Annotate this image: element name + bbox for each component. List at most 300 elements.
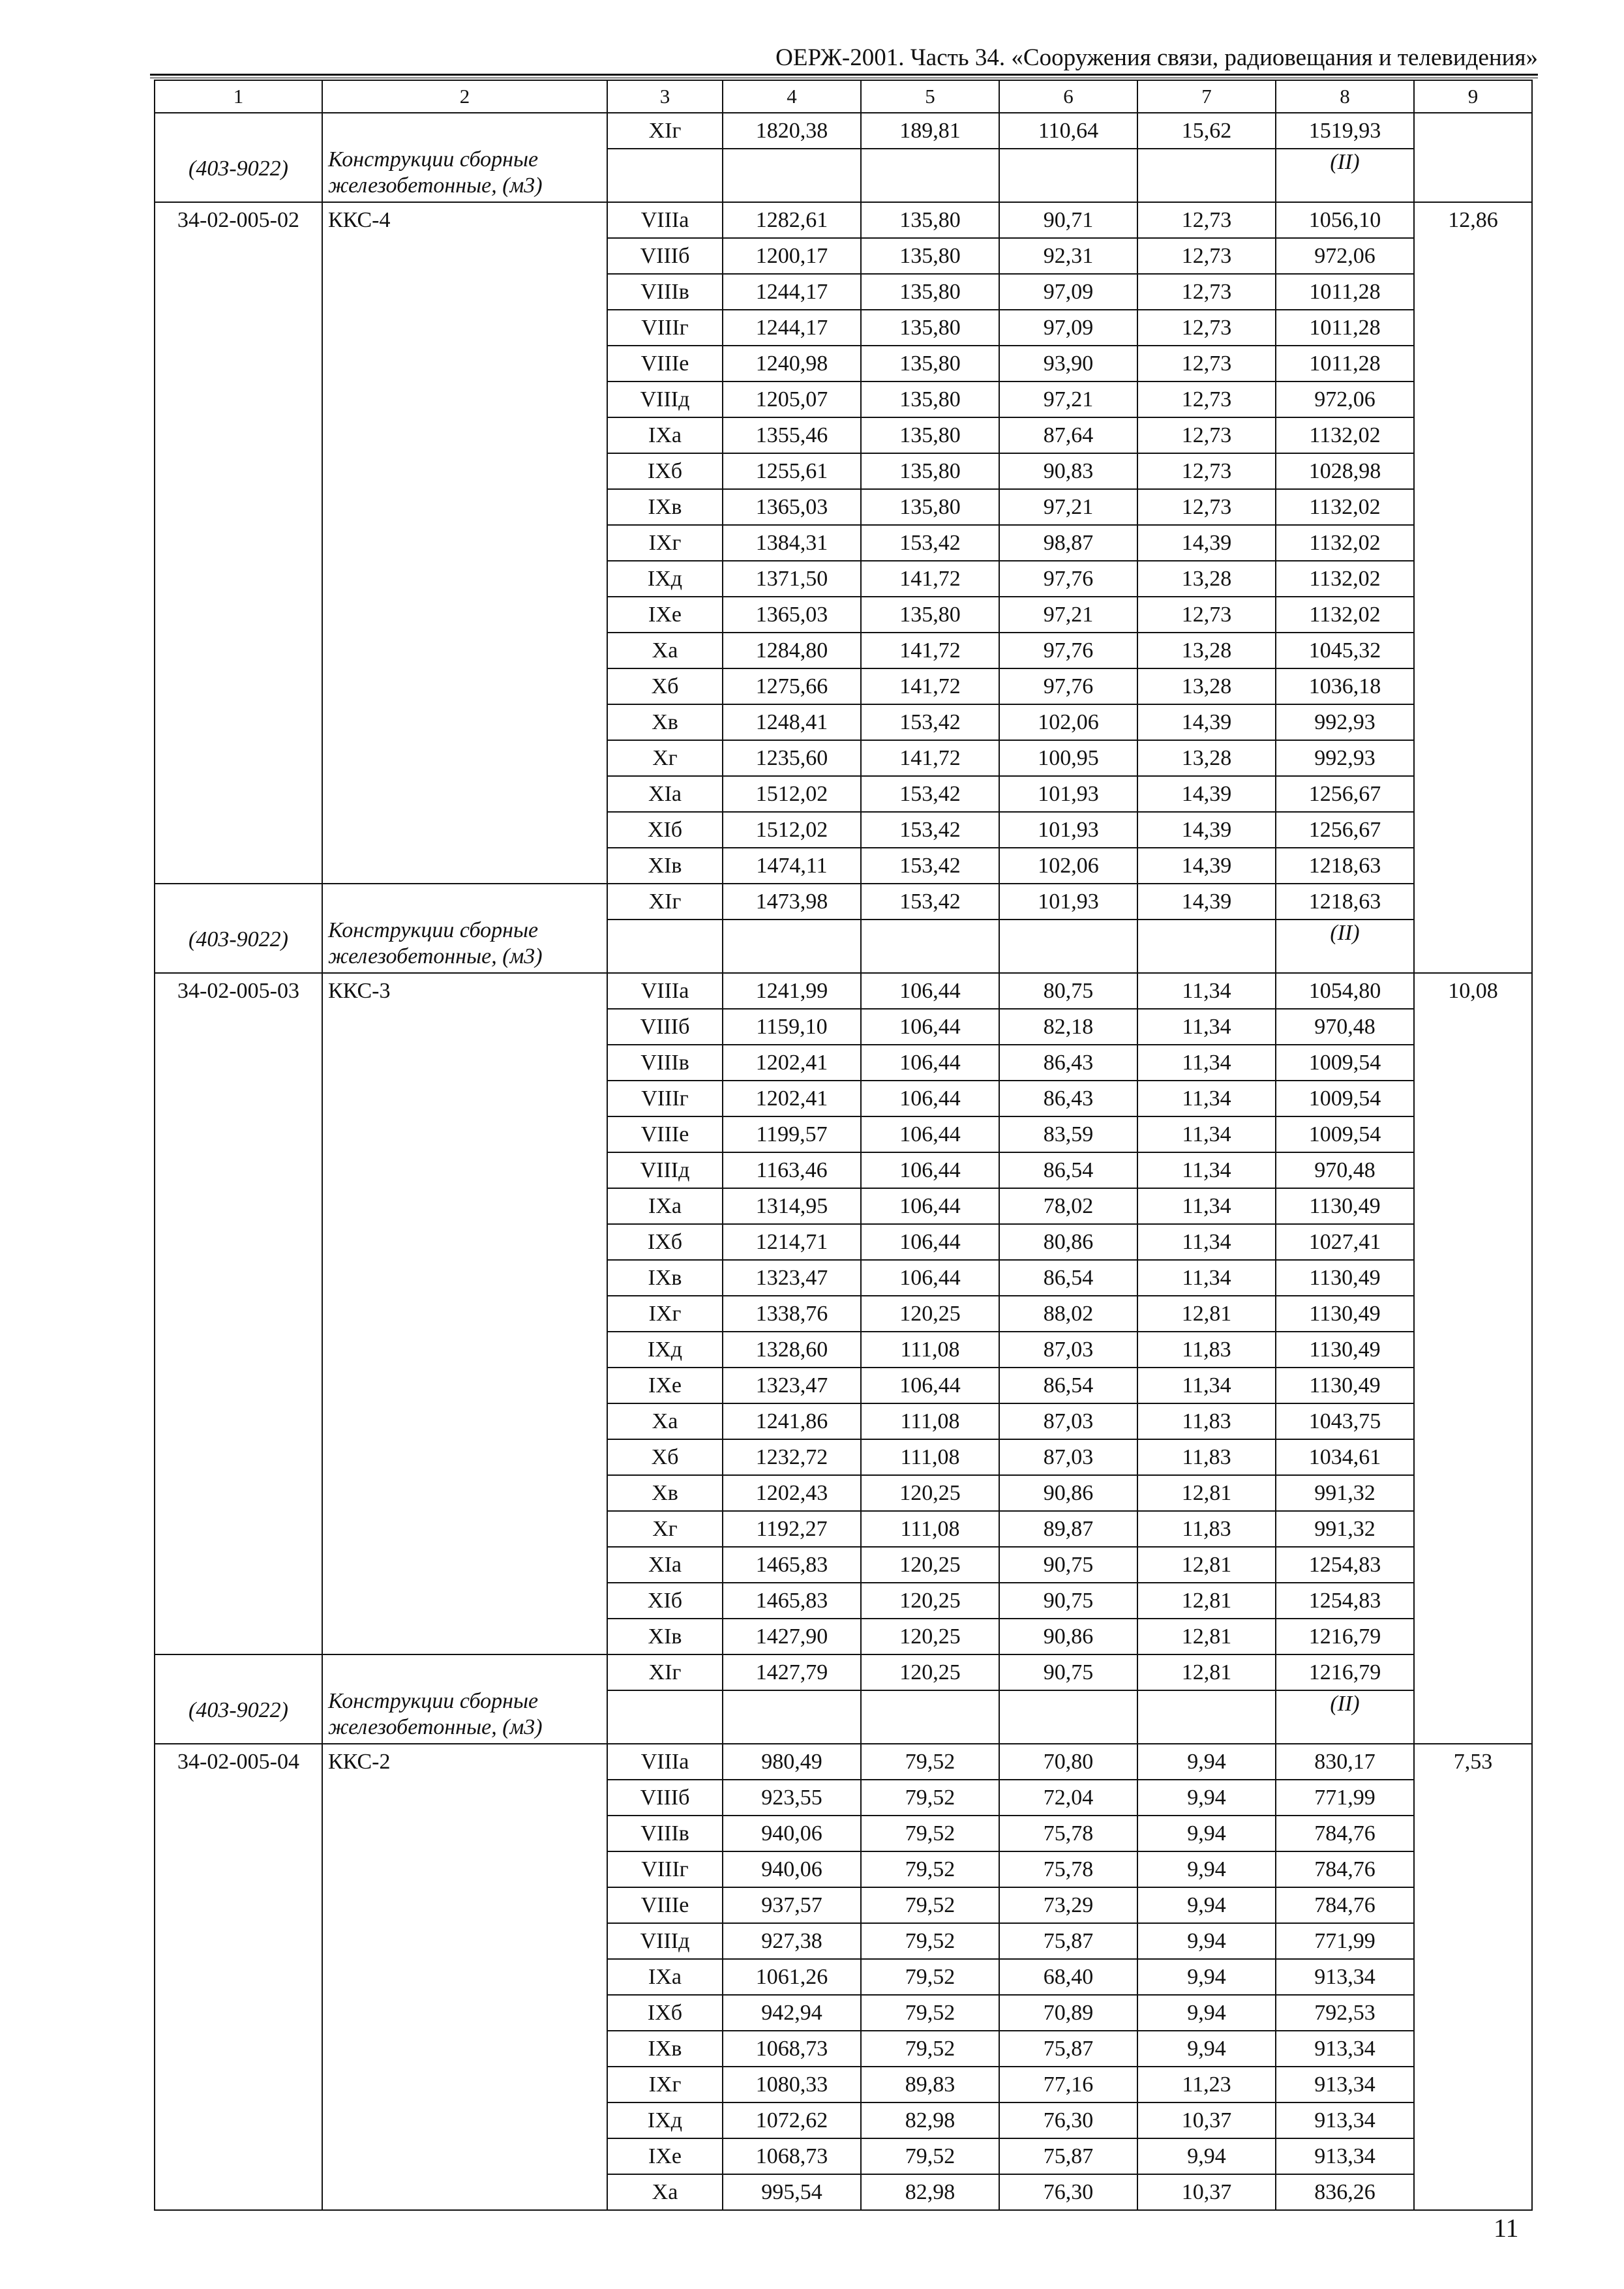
machines-cell: 87,03	[999, 1332, 1137, 1368]
wages-cell: 106,44	[861, 1152, 999, 1188]
direct-cost-cell: 1365,03	[723, 597, 861, 633]
zone-cell: XIг	[607, 113, 723, 149]
machines-cell: 77,16	[999, 2067, 1137, 2102]
direct-cost-cell: 1248,41	[723, 704, 861, 740]
blank-cell	[723, 1690, 861, 1744]
machines-cell: 90,86	[999, 1619, 1137, 1654]
wages-cell: 135,80	[861, 238, 999, 274]
machines-cell: 93,90	[999, 346, 1137, 382]
footnote-code: (403-9022)	[188, 1698, 288, 1722]
direct-cost-cell: 1282,61	[723, 202, 861, 238]
column-header-4: 4	[723, 80, 861, 113]
wages-cell: 135,80	[861, 597, 999, 633]
wages-cell: 153,42	[861, 776, 999, 812]
direct-cost-cell: 1244,17	[723, 310, 861, 346]
direct-cost-cell: 937,57	[723, 1887, 861, 1923]
zone-cell: XIб	[607, 1583, 723, 1619]
zone-cell: IXе	[607, 2138, 723, 2174]
zone-cell: IXд	[607, 561, 723, 597]
wages-cell: 141,72	[861, 633, 999, 668]
materials-cell: 1009,54	[1276, 1045, 1414, 1081]
materials-cell: 913,34	[1276, 2138, 1414, 2174]
machinist-wages-cell: 12,73	[1137, 310, 1276, 346]
direct-cost-cell: 1465,83	[723, 1547, 861, 1583]
materials-cell: 913,34	[1276, 2067, 1414, 2102]
machines-cell: 89,87	[999, 1511, 1137, 1547]
machines-cell: 87,64	[999, 417, 1137, 453]
zone-cell: VIIIа	[607, 202, 723, 238]
machines-cell: 78,02	[999, 1188, 1137, 1224]
zone-cell: IXа	[607, 417, 723, 453]
rate-name-cell: ККС-4	[322, 202, 607, 884]
wages-cell: 189,81	[861, 113, 999, 149]
materials-cell: 991,32	[1276, 1475, 1414, 1511]
footnote-text-cell	[322, 884, 607, 973]
wages-cell: 141,72	[861, 668, 999, 704]
wages-cell: 111,08	[861, 1439, 999, 1475]
materials-cell: 771,99	[1276, 1780, 1414, 1816]
materials-cell: 1056,10	[1276, 202, 1414, 238]
zone-cell: VIIIе	[607, 346, 723, 382]
footnote-code-cell	[155, 1654, 322, 1744]
direct-cost-cell: 1159,10	[723, 1009, 861, 1045]
footnote-code-cell	[155, 884, 322, 973]
machinist-wages-cell: 15,62	[1137, 113, 1276, 149]
machinist-wages-cell: 11,34	[1137, 1260, 1276, 1296]
machines-cell: 86,54	[999, 1260, 1137, 1296]
machines-cell: 110,64	[999, 113, 1137, 149]
wages-cell: 153,42	[861, 884, 999, 920]
direct-cost-cell: 1323,47	[723, 1260, 861, 1296]
column-header-2: 2	[322, 80, 607, 113]
machinist-wages-cell: 11,34	[1137, 1368, 1276, 1403]
materials-cell: 771,99	[1276, 1923, 1414, 1959]
machinist-wages-cell: 12,81	[1137, 1583, 1276, 1619]
machines-cell: 88,02	[999, 1296, 1137, 1332]
zone-cell: IXд	[607, 2102, 723, 2138]
zone-cell: VIIIд	[607, 382, 723, 417]
wages-cell: 79,52	[861, 1816, 999, 1851]
direct-cost-cell: 1241,86	[723, 1403, 861, 1439]
footnote-unit: (II)	[1330, 1692, 1360, 1716]
machines-cell: 76,30	[999, 2174, 1137, 2210]
column-header-8: 8	[1276, 80, 1414, 113]
wages-cell: 79,52	[861, 2138, 999, 2174]
machinist-wages-cell: 11,34	[1137, 1152, 1276, 1188]
zone-cell: IXг	[607, 2067, 723, 2102]
zone-cell: Xв	[607, 704, 723, 740]
materials-cell: 1034,61	[1276, 1439, 1414, 1475]
zone-cell: Xг	[607, 1511, 723, 1547]
materials-cell: 1028,98	[1276, 453, 1414, 489]
materials-cell: 1036,18	[1276, 668, 1414, 704]
machinist-wages-cell: 11,34	[1137, 1188, 1276, 1224]
zone-cell: VIIIе	[607, 1116, 723, 1152]
materials-cell: 1011,28	[1276, 274, 1414, 310]
zone-cell: VIIIб	[607, 1780, 723, 1816]
materials-cell: 1256,67	[1276, 812, 1414, 848]
direct-cost-cell: 1205,07	[723, 382, 861, 417]
zone-cell: Xб	[607, 668, 723, 704]
direct-cost-cell: 1202,43	[723, 1475, 861, 1511]
wages-cell: 120,25	[861, 1654, 999, 1690]
zone-cell: IXб	[607, 1224, 723, 1260]
direct-cost-cell: 1214,71	[723, 1224, 861, 1260]
zone-cell: IXв	[607, 489, 723, 525]
footnote-text-cell	[322, 1654, 607, 1744]
direct-cost-cell: 1199,57	[723, 1116, 861, 1152]
machinist-wages-cell: 9,94	[1137, 1887, 1276, 1923]
machinist-wages-cell: 11,34	[1137, 1224, 1276, 1260]
machinist-wages-cell: 13,28	[1137, 668, 1276, 704]
wages-cell: 141,72	[861, 561, 999, 597]
machinist-wages-cell: 13,28	[1137, 561, 1276, 597]
column-header-7: 7	[1137, 80, 1276, 113]
machinist-wages-cell: 9,94	[1137, 1851, 1276, 1887]
wages-cell: 111,08	[861, 1511, 999, 1547]
machines-cell: 87,03	[999, 1403, 1137, 1439]
direct-cost-cell: 940,06	[723, 1851, 861, 1887]
blank-col9-cell	[1414, 113, 1532, 202]
wages-cell: 153,42	[861, 525, 999, 561]
wages-cell: 79,52	[861, 2031, 999, 2067]
footnote-code: (403-9022)	[188, 157, 288, 181]
direct-cost-cell: 1068,73	[723, 2031, 861, 2067]
wages-cell: 106,44	[861, 1368, 999, 1403]
blank-cell	[999, 920, 1137, 973]
wages-cell: 153,42	[861, 704, 999, 740]
machinist-wages-cell: 13,28	[1137, 740, 1276, 776]
direct-cost-cell: 1202,41	[723, 1081, 861, 1116]
footnote-unit: (II)	[1330, 150, 1360, 174]
machines-cell: 75,78	[999, 1816, 1137, 1851]
machinist-wages-cell: 9,94	[1137, 2138, 1276, 2174]
col9-value-cell: 12,86	[1414, 202, 1532, 973]
blank-cell	[723, 920, 861, 973]
materials-cell: 1130,49	[1276, 1332, 1414, 1368]
footnote-text: Конструкции сборные железобетонные, (м3)	[328, 1689, 543, 1739]
zone-cell: IXг	[607, 525, 723, 561]
machines-cell: 97,21	[999, 489, 1137, 525]
materials-cell: 913,34	[1276, 1959, 1414, 1995]
direct-cost-cell: 1080,33	[723, 2067, 861, 2102]
header-rule	[150, 74, 1538, 76]
wages-cell: 79,52	[861, 1959, 999, 1995]
zone-cell: XIв	[607, 848, 723, 884]
wages-cell: 135,80	[861, 310, 999, 346]
direct-cost-cell: 1427,90	[723, 1619, 861, 1654]
zone-cell: VIIIд	[607, 1152, 723, 1188]
materials-cell: 1519,93	[1276, 113, 1414, 149]
machinist-wages-cell: 14,39	[1137, 776, 1276, 812]
materials-cell: 784,76	[1276, 1816, 1414, 1851]
machinist-wages-cell: 12,81	[1137, 1654, 1276, 1690]
materials-cell: 1132,02	[1276, 489, 1414, 525]
table-row	[155, 113, 1532, 149]
materials-cell: 792,53	[1276, 1995, 1414, 2031]
direct-cost-cell: 1371,50	[723, 561, 861, 597]
footnote-text: Конструкции сборные железобетонные, (м3)	[328, 918, 543, 968]
blank-cell	[607, 920, 723, 973]
materials-cell: 992,93	[1276, 740, 1414, 776]
machinist-wages-cell: 12,73	[1137, 597, 1276, 633]
wages-cell: 135,80	[861, 417, 999, 453]
direct-cost-cell: 1192,27	[723, 1511, 861, 1547]
zone-cell: XIа	[607, 1547, 723, 1583]
materials-cell: 1011,28	[1276, 310, 1414, 346]
machines-cell: 92,31	[999, 238, 1137, 274]
wages-cell: 106,44	[861, 1116, 999, 1152]
machines-cell: 86,43	[999, 1081, 1137, 1116]
direct-cost-cell: 1275,66	[723, 668, 861, 704]
zone-cell: VIIIг	[607, 310, 723, 346]
wages-cell: 120,25	[861, 1583, 999, 1619]
zone-cell: VIIIб	[607, 238, 723, 274]
machinist-wages-cell: 14,39	[1137, 704, 1276, 740]
footnote-text: Конструкции сборные железобетонные, (м3)	[328, 147, 543, 198]
blank-cell	[607, 1690, 723, 1744]
direct-cost-cell: 923,55	[723, 1780, 861, 1816]
machines-cell: 70,89	[999, 1995, 1137, 2031]
wages-cell: 106,44	[861, 1009, 999, 1045]
machinist-wages-cell: 11,23	[1137, 2067, 1276, 2102]
machinist-wages-cell: 9,94	[1137, 1816, 1276, 1851]
zone-cell: VIIIг	[607, 1851, 723, 1887]
zone-cell: IXе	[607, 597, 723, 633]
zone-cell: XIг	[607, 1654, 723, 1690]
machinist-wages-cell: 12,73	[1137, 489, 1276, 525]
wages-cell: 135,80	[861, 202, 999, 238]
blank-cell	[1137, 1690, 1276, 1744]
zone-cell: VIIIе	[607, 1887, 723, 1923]
materials-cell: 1009,54	[1276, 1116, 1414, 1152]
materials-cell: 1043,75	[1276, 1403, 1414, 1439]
direct-cost-cell: 1232,72	[723, 1439, 861, 1475]
materials-cell: 784,76	[1276, 1851, 1414, 1887]
direct-cost-cell: 980,49	[723, 1744, 861, 1780]
machines-cell: 80,75	[999, 973, 1137, 1009]
footnote-unit-cell	[1276, 920, 1414, 973]
machines-cell: 100,95	[999, 740, 1137, 776]
machines-cell: 97,09	[999, 274, 1137, 310]
wages-cell: 89,83	[861, 2067, 999, 2102]
direct-cost-cell: 940,06	[723, 1816, 861, 1851]
direct-cost-cell: 1512,02	[723, 776, 861, 812]
col9-value-cell: 7,53	[1414, 1744, 1532, 2210]
table-row	[155, 202, 1532, 238]
machinist-wages-cell: 9,94	[1137, 1959, 1276, 1995]
machinist-wages-cell: 11,83	[1137, 1403, 1276, 1439]
machines-cell: 87,03	[999, 1439, 1137, 1475]
machinist-wages-cell: 11,34	[1137, 1009, 1276, 1045]
direct-cost-cell: 1384,31	[723, 525, 861, 561]
materials-cell: 1027,41	[1276, 1224, 1414, 1260]
zone-cell: VIIIд	[607, 1923, 723, 1959]
direct-cost-cell: 927,38	[723, 1923, 861, 1959]
materials-cell: 1132,02	[1276, 597, 1414, 633]
blank-cell	[999, 1690, 1137, 1744]
direct-cost-cell: 1355,46	[723, 417, 861, 453]
wages-cell: 106,44	[861, 973, 999, 1009]
materials-cell: 1130,49	[1276, 1188, 1414, 1224]
machinist-wages-cell: 11,83	[1137, 1439, 1276, 1475]
table-row	[155, 884, 1532, 920]
materials-cell: 1054,80	[1276, 973, 1414, 1009]
machinist-wages-cell: 12,81	[1137, 1619, 1276, 1654]
table-row	[155, 1654, 1532, 1690]
machines-cell: 75,78	[999, 1851, 1137, 1887]
rates-table	[154, 80, 1533, 2211]
machines-cell: 90,71	[999, 202, 1137, 238]
zone-cell: Xв	[607, 1475, 723, 1511]
direct-cost-cell: 1235,60	[723, 740, 861, 776]
materials-cell: 1045,32	[1276, 633, 1414, 668]
machines-cell: 98,87	[999, 525, 1137, 561]
materials-cell: 1130,49	[1276, 1368, 1414, 1403]
machinist-wages-cell: 9,94	[1137, 1744, 1276, 1780]
machines-cell: 83,59	[999, 1116, 1137, 1152]
materials-cell: 1132,02	[1276, 561, 1414, 597]
page-header-title: ОЕРЖ-2001. Часть 34. «Сооружения связи, радиовещания и телевидения»	[775, 44, 1538, 71]
zone-cell: Xа	[607, 2174, 723, 2210]
direct-cost-cell: 1202,41	[723, 1045, 861, 1081]
machinist-wages-cell: 12,73	[1137, 382, 1276, 417]
machinist-wages-cell: 13,28	[1137, 633, 1276, 668]
zone-cell: VIIIг	[607, 1081, 723, 1116]
table-row	[155, 973, 1532, 1009]
machinist-wages-cell: 9,94	[1137, 1780, 1276, 1816]
materials-cell: 991,32	[1276, 1511, 1414, 1547]
machinist-wages-cell: 12,73	[1137, 274, 1276, 310]
zone-cell: XIа	[607, 776, 723, 812]
table-row	[155, 1744, 1532, 1780]
wages-cell: 79,52	[861, 1995, 999, 2031]
wages-cell: 153,42	[861, 812, 999, 848]
wages-cell: 120,25	[861, 1296, 999, 1332]
machinist-wages-cell: 10,37	[1137, 2102, 1276, 2138]
machinist-wages-cell: 14,39	[1137, 812, 1276, 848]
column-header-5: 5	[861, 80, 999, 113]
direct-cost-cell: 1061,26	[723, 1959, 861, 1995]
machinist-wages-cell: 11,83	[1137, 1332, 1276, 1368]
machinist-wages-cell: 12,73	[1137, 202, 1276, 238]
page-number: 11	[1494, 2213, 1519, 2243]
col9-value-cell: 10,08	[1414, 973, 1532, 1744]
machinist-wages-cell: 12,73	[1137, 346, 1276, 382]
machinist-wages-cell: 9,94	[1137, 1995, 1276, 2031]
direct-cost-cell: 1244,17	[723, 274, 861, 310]
materials-cell: 784,76	[1276, 1887, 1414, 1923]
machinist-wages-cell: 11,34	[1137, 1116, 1276, 1152]
wages-cell: 79,52	[861, 1851, 999, 1887]
wages-cell: 111,08	[861, 1332, 999, 1368]
machines-cell: 90,75	[999, 1583, 1137, 1619]
machinist-wages-cell: 12,73	[1137, 453, 1276, 489]
footnote-code: (403-9022)	[188, 927, 288, 951]
materials-cell: 1130,49	[1276, 1296, 1414, 1332]
direct-cost-cell: 1328,60	[723, 1332, 861, 1368]
zone-cell: VIIIб	[607, 1009, 723, 1045]
direct-cost-cell: 1473,98	[723, 884, 861, 920]
zone-cell: IXб	[607, 1995, 723, 2031]
wages-cell: 106,44	[861, 1081, 999, 1116]
machinist-wages-cell: 12,73	[1137, 417, 1276, 453]
direct-cost-cell: 1365,03	[723, 489, 861, 525]
wages-cell: 82,98	[861, 2174, 999, 2210]
machines-cell: 97,76	[999, 633, 1137, 668]
zone-cell: IXд	[607, 1332, 723, 1368]
materials-cell: 1011,28	[1276, 346, 1414, 382]
machines-cell: 75,87	[999, 1923, 1137, 1959]
direct-cost-cell: 1200,17	[723, 238, 861, 274]
rate-code-cell: 34-02-005-02	[155, 202, 322, 884]
machinist-wages-cell: 12,81	[1137, 1296, 1276, 1332]
machines-cell: 86,54	[999, 1368, 1137, 1403]
zone-cell: VIIIа	[607, 1744, 723, 1780]
column-header-9: 9	[1414, 80, 1532, 113]
zone-cell: IXа	[607, 1188, 723, 1224]
machines-cell: 97,76	[999, 561, 1137, 597]
column-header-6: 6	[999, 80, 1137, 113]
materials-cell: 1130,49	[1276, 1260, 1414, 1296]
materials-cell: 1216,79	[1276, 1654, 1414, 1690]
materials-cell: 1256,67	[1276, 776, 1414, 812]
blank-cell	[861, 920, 999, 973]
machines-cell: 101,93	[999, 776, 1137, 812]
wages-cell: 135,80	[861, 346, 999, 382]
materials-cell: 1009,54	[1276, 1081, 1414, 1116]
machinist-wages-cell: 11,34	[1137, 1081, 1276, 1116]
machines-cell: 102,06	[999, 704, 1137, 740]
machines-cell: 90,86	[999, 1475, 1137, 1511]
wages-cell: 106,44	[861, 1188, 999, 1224]
direct-cost-cell: 1284,80	[723, 633, 861, 668]
wages-cell: 106,44	[861, 1045, 999, 1081]
machines-cell: 101,93	[999, 812, 1137, 848]
machinist-wages-cell: 14,39	[1137, 848, 1276, 884]
rates-table-body	[155, 80, 1532, 2210]
zone-cell: VIIIв	[607, 1816, 723, 1851]
wages-cell: 79,52	[861, 1744, 999, 1780]
wages-cell: 153,42	[861, 848, 999, 884]
machinist-wages-cell: 10,37	[1137, 2174, 1276, 2210]
direct-cost-cell: 1314,95	[723, 1188, 861, 1224]
blank-cell	[1137, 149, 1276, 202]
materials-cell: 1218,63	[1276, 884, 1414, 920]
column-header-1: 1	[155, 80, 322, 113]
zone-cell: VIIIв	[607, 274, 723, 310]
machinist-wages-cell: 9,94	[1137, 1923, 1276, 1959]
wages-cell: 106,44	[861, 1260, 999, 1296]
materials-cell: 970,48	[1276, 1152, 1414, 1188]
machines-cell: 75,87	[999, 2138, 1137, 2174]
materials-cell: 1216,79	[1276, 1619, 1414, 1654]
direct-cost-cell: 1255,61	[723, 453, 861, 489]
zone-cell: XIв	[607, 1619, 723, 1654]
zone-cell: VIIIа	[607, 973, 723, 1009]
direct-cost-cell: 1427,79	[723, 1654, 861, 1690]
machinist-wages-cell: 12,81	[1137, 1475, 1276, 1511]
rate-name-cell: ККС-2	[322, 1744, 607, 2210]
direct-cost-cell: 995,54	[723, 2174, 861, 2210]
materials-cell: 1254,83	[1276, 1583, 1414, 1619]
rate-code-cell: 34-02-005-03	[155, 973, 322, 1654]
direct-cost-cell: 1820,38	[723, 113, 861, 149]
machines-cell: 97,21	[999, 382, 1137, 417]
machines-cell: 90,75	[999, 1547, 1137, 1583]
wages-cell: 79,52	[861, 1923, 999, 1959]
machines-cell: 80,86	[999, 1224, 1137, 1260]
